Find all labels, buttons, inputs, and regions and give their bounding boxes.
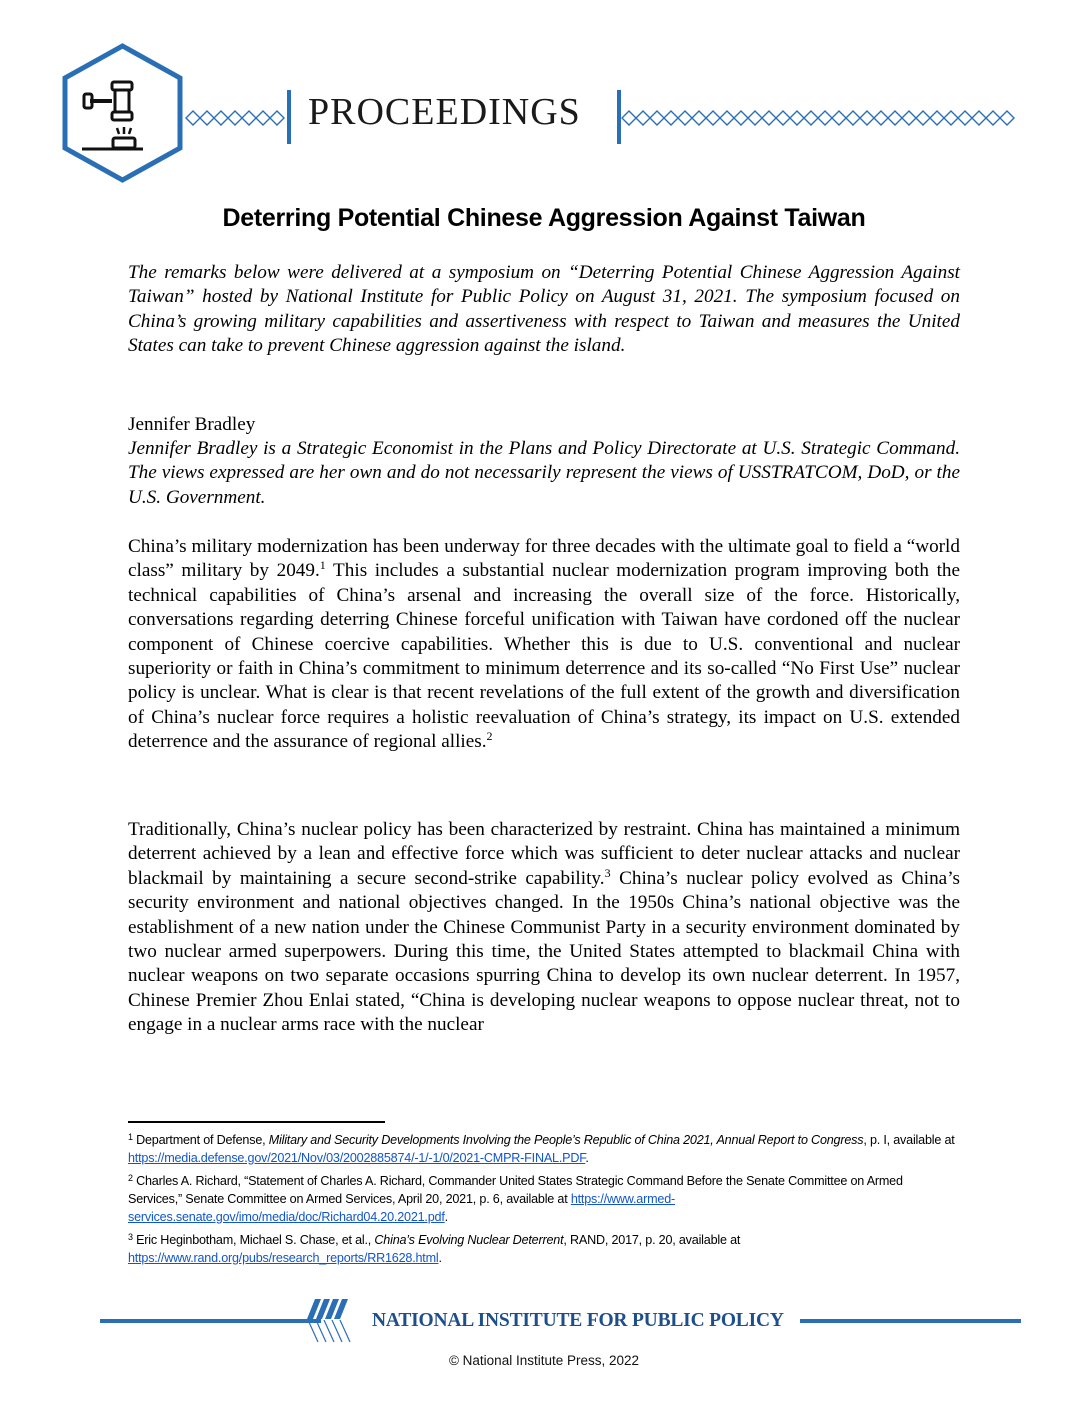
footnote-link[interactable]: https://media.defense.gov/2021/Nov/03/2002885874/-1/-1/0/2021-CMPR-FINAL.PDF <box>128 1151 586 1165</box>
footnote-title: Military and Security Developments Involving the People’s Republic of China 2021, Annual Report to Congress <box>268 1133 864 1147</box>
diamond-chain-decoration <box>621 110 1021 126</box>
footnote-text: , RAND, 2017, p. 20, available at <box>563 1233 741 1247</box>
diamond-chain-decoration <box>185 110 285 126</box>
body-text: Traditionally, China’s nuclear policy has been characterized by restraint. China has maintained a minimum deterrent achieved by a lean and effective force which was sufficient to deter nuclear attacks and nuclear blackmail by maintaining a secure second-strike capability. <box>128 819 960 889</box>
intro-paragraph: The remarks below were delivered at a symposium on “Deterring Potential Chinese Aggression Against Taiwan” hosted by National Institute for Public Policy on August 31, 2021. The symposium focused on China’s growing military capabilities and assertiveness with respect to Taiwan and measures the United States can take to prevent Chinese aggression against the island. <box>128 262 960 357</box>
footnote-text: , p. I, available at <box>863 1133 955 1147</box>
footnote-title: China’s Evolving Nuclear Deterrent <box>374 1233 564 1247</box>
footnotes <box>128 1131 960 1272</box>
copyright-notice: © National Institute Press, 2022 <box>448 1353 640 1368</box>
footnote-text: . <box>438 1251 442 1265</box>
document-title: Deterring Potential Chinese Aggression Against Taiwan <box>222 204 866 232</box>
gavel-icon <box>60 42 185 184</box>
author-bio: Jennifer Bradley is a Strategic Economist in the Plans and Policy Directorate at U.S. Strategic Command. The views expressed are her own and do not necessarily represent the views of USSTRATCOM, DoD, or the U.S. Government. <box>128 438 960 508</box>
footnote-3 <box>128 1231 960 1267</box>
body-text: China’s nuclear policy evolved as China’s security environment and national objectives changed. In the 1950s China’s national objective was the establishment of a new nation under the Chinese Communist Party in a security environment dominated by two nuclear armed superpowers. During this time, the United States attempted to blackmail China with nuclear weapons on two separate occasions spurring China to develop its own nuclear deterrent. In 1957, Chinese Premier Zhou Enlai stated, “China is developing nuclear weapons to oppose nuclear threat, not to engage in a nuclear arms race with the nuclear <box>128 867 960 1036</box>
footnote-ref[interactable]: 3 <box>604 865 611 880</box>
body-text: China’s military modernization has been underway for three decades with the ultimate goal to field a “world class” military by 2049. <box>128 536 960 582</box>
header-divider-left <box>287 90 291 144</box>
author-name: Jennifer Bradley <box>128 414 256 435</box>
nipp-logo-icon <box>305 1299 353 1343</box>
footnote-text: . <box>444 1210 448 1224</box>
footnote-link[interactable]: https://www.armed-services.senate.gov/imo/media/doc/Richard04.20.2021.pdf <box>128 1192 675 1224</box>
body-paragraph-1 <box>128 535 960 755</box>
body-paragraph-2 <box>128 818 960 1038</box>
footer-rule-left <box>100 1319 321 1323</box>
footnote-text: . <box>585 1151 589 1165</box>
footnote-text: Eric Heginbotham, Michael S. Chase, et al., <box>132 1233 375 1247</box>
footnote-text: Charles A. Richard, “Statement of Charles A. Richard, Commander United States Strategic Command Before the Senate Committee on Armed Services,” Senate Committee on Armed Services, April 20, 2021, p. 6, available at <box>128 1174 903 1206</box>
footnote-text: Department of Defense, <box>132 1133 269 1147</box>
footnote-number: 3 <box>128 1232 133 1242</box>
footer-rule-right <box>800 1319 1021 1323</box>
footnote-number: 1 <box>128 1132 133 1142</box>
footnote-2 <box>128 1172 960 1226</box>
footnote-number: 2 <box>128 1173 133 1183</box>
footnote-separator <box>128 1121 385 1123</box>
footnote-ref[interactable]: 2 <box>486 729 493 744</box>
footnote-link[interactable]: https://www.rand.org/pubs/research_reports/RR1628.html <box>128 1251 439 1265</box>
page-header <box>0 0 1088 200</box>
footnote-1 <box>128 1131 960 1167</box>
footnote-ref[interactable]: 1 <box>319 558 326 573</box>
section-label: PROCEEDINGS <box>308 91 581 133</box>
footer-org-name: NATIONAL INSTITUTE FOR PUBLIC POLICY <box>372 1310 784 1331</box>
body-text: This includes a substantial nuclear modernization program improving both the technical capabilities of China’s arsenal and increasing the overall size of the force. Historically, conversations regarding deterring Chinese forceful unification with Taiwan have cordoned off the nuclear component of Chinese coercive capabilities. Whether this is due to U.S. conventional and nuclear superiority or faith in China’s commitment to minimum deterrence and its so-called “No First Use” nuclear policy is unclear. What is clear is that recent revelations of the full extent of the growth and diversification of China’s nuclear force requires a holistic reevaluation of China’s strategy, its impact on U.S. extended deterrence and the assurance of regional allies. <box>128 560 961 753</box>
